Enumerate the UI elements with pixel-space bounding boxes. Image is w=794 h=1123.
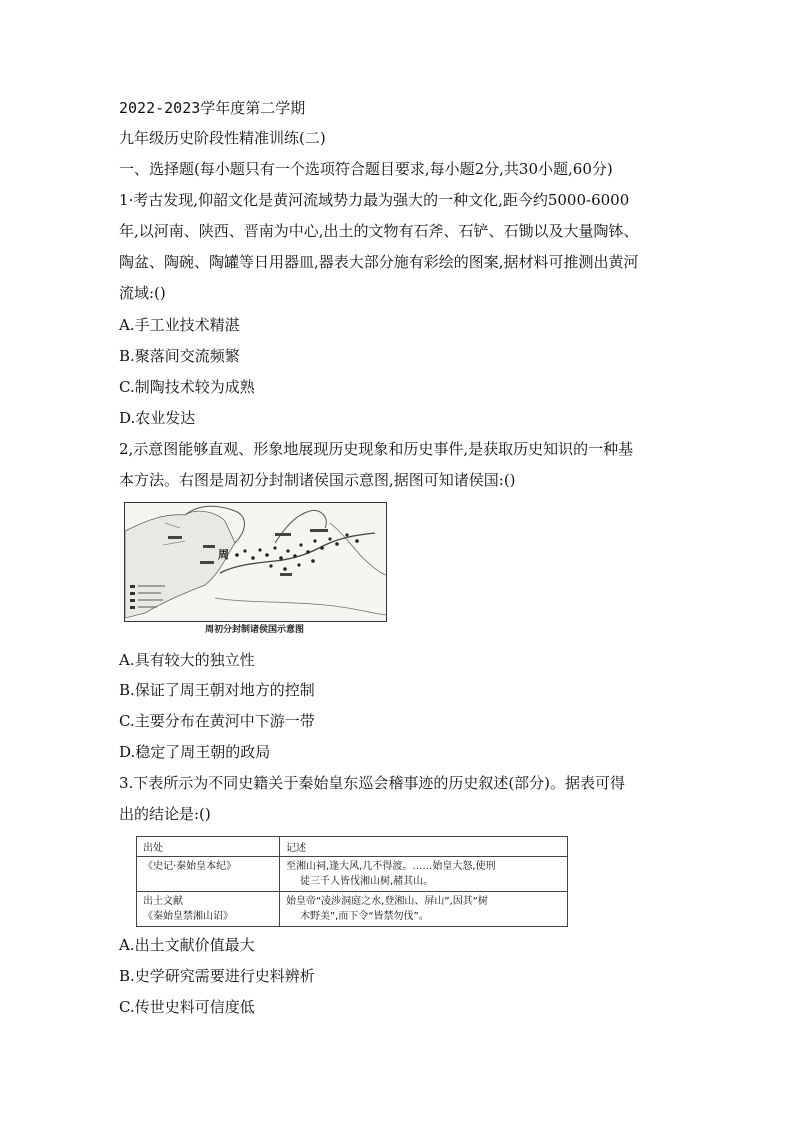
table-header-record: 记述 bbox=[280, 837, 568, 857]
record-line: 徒三千人皆伐湘山树,赭其山。 bbox=[300, 876, 434, 887]
map-zhou-label: 周 bbox=[218, 548, 229, 561]
map-drawing bbox=[125, 503, 386, 621]
map-caption: 周初分封制诸侯国示意图 bbox=[204, 625, 304, 635]
source-name: 《秦始皇禁湘山诏》 bbox=[143, 911, 233, 922]
section-heading: 一、选择题(每小题只有一个选项符合题目要求,每小题2分,共30小题,60分) bbox=[119, 160, 613, 178]
source-name: 《史记·秦始皇本纪》 bbox=[143, 861, 237, 872]
q2-option-d: D.稳定了周王朝的政局 bbox=[119, 743, 271, 761]
q1-text-line: 1·考古发现,仰韶文化是黄河流域势力最为强大的一种文化,距今约5000-6000 bbox=[119, 191, 630, 209]
table-row bbox=[137, 892, 568, 927]
q1-option-a: A.手工业技术精湛 bbox=[119, 316, 240, 334]
q2-option-b: B.保证了周王朝对地方的控制 bbox=[119, 681, 315, 699]
q3-option-c: C.传世史料可信度低 bbox=[119, 998, 255, 1016]
q2-option-c: C.主要分布在黄河中下游一带 bbox=[119, 712, 315, 730]
record-line: 木野美”,而下令“皆禁勿伐”。 bbox=[300, 911, 429, 922]
table-cell-record bbox=[280, 857, 568, 892]
table-cell-source bbox=[137, 857, 280, 892]
q1-option-d: D.农业发达 bbox=[119, 409, 196, 427]
table-header-row bbox=[137, 837, 568, 857]
table-header-source: 出处 bbox=[137, 837, 280, 857]
q2-text-line: 2,示意图能够直观、形象地展现历史现象和历史事件,是获取历史知识的一种基 bbox=[119, 440, 634, 458]
zhou-fief-map bbox=[124, 502, 387, 622]
table-cell-source bbox=[137, 892, 280, 927]
q1-text-line: 年,以河南、陕西、晋南为中心,出土的文物有石斧、石铲、石锄以及大量陶钵、 bbox=[119, 222, 639, 240]
q1-option-b: B.聚落间交流频繁 bbox=[119, 347, 240, 365]
source-comparison-table bbox=[136, 836, 568, 927]
table-row bbox=[137, 857, 568, 892]
record-line: 至湘山祠,逢大风,几不得渡。……始皇大怒,使刑 bbox=[286, 861, 496, 872]
q1-option-c: C.制陶技术较为成熟 bbox=[119, 378, 255, 396]
school-year: 2022-2023学年度第二学期 bbox=[119, 99, 306, 117]
source-name: 出土文献 bbox=[143, 896, 183, 907]
q1-text-line: 陶盆、陶碗、陶罐等日用器皿,器表大部分施有彩绘的图案,据材料可推测出黄河 bbox=[119, 253, 639, 271]
q3-text-line: 出的结论是:() bbox=[119, 805, 211, 823]
q1-text-line: 流域:() bbox=[119, 284, 166, 302]
exam-title: 九年级历史阶段性精准训练(二) bbox=[119, 129, 326, 147]
q3-option-b: B.史学研究需要进行史料辨析 bbox=[119, 967, 315, 985]
q2-option-a: A.具有较大的独立性 bbox=[119, 651, 255, 669]
table-cell-record bbox=[280, 892, 568, 927]
q3-text-line: 3.下表所示为不同史籍关于秦始皇东巡会稽事迹的历史叙述(部分)。据表可得 bbox=[119, 774, 626, 792]
record-line: 始皇帝“凌涉洞庭之水,登湘山、屏山”,因其“树 bbox=[286, 896, 488, 907]
q2-text-line: 本方法。右图是周初分封制诸侯国示意图,据图可知诸侯国:() bbox=[119, 471, 516, 489]
q3-option-a: A.出土文献价值最大 bbox=[119, 936, 255, 954]
